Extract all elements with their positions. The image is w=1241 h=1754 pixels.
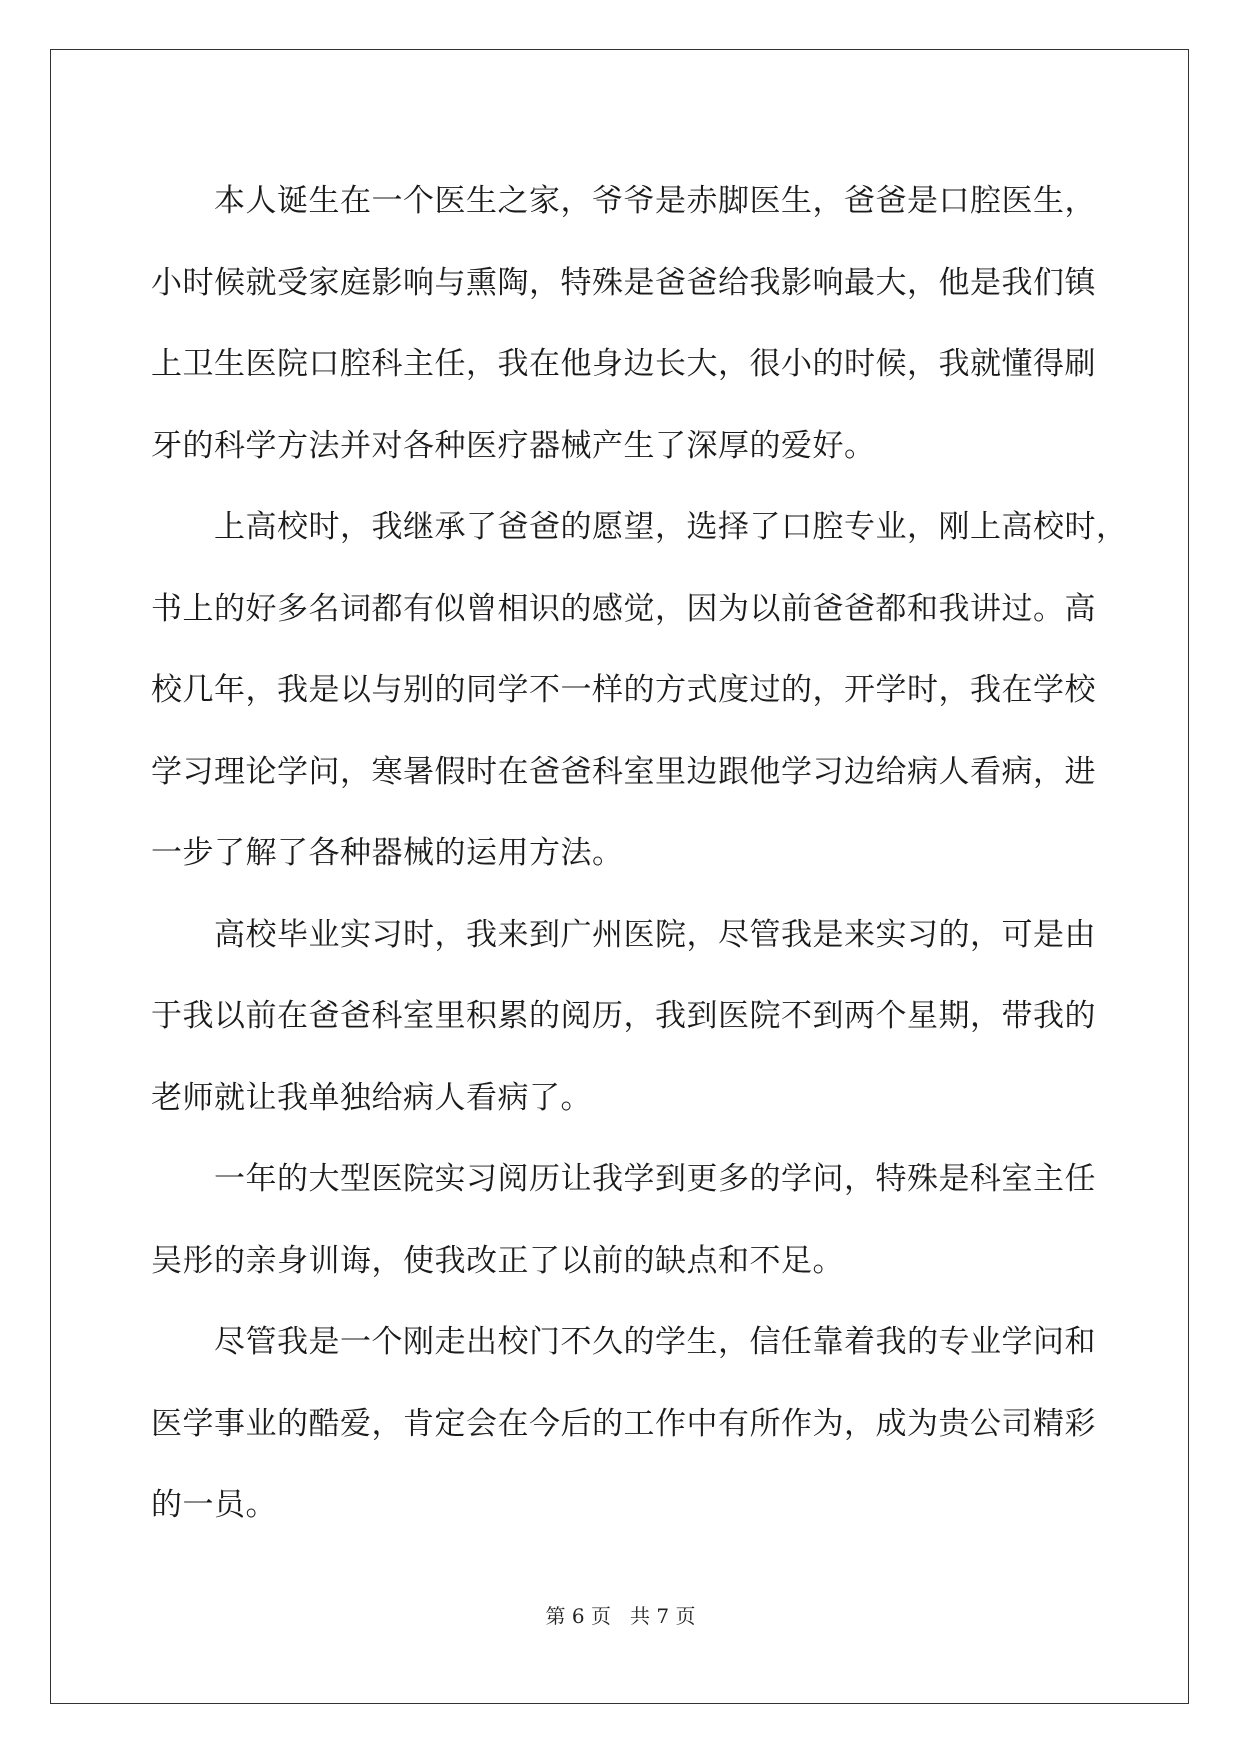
text-line: 吴彤的亲身训诲，使我改正了以前的缺点和不足。 [151,1242,844,1279]
text-line: 本人诞生在一个医生之家，爷爷是赤脚医生，爸爸是口腔医生， [214,183,1096,219]
text-line: 小时候就受家庭影响与熏陶，特殊是爸爸给我影响最大，他是我们镇 [151,264,1096,301]
text-line: 于我以前在爸爸科室里积累的阅历，我到医院不到两个星期，带我的 [151,998,1096,1034]
text-line: 的一员。 [151,1487,277,1523]
text-line: 一年的大型医院实习阅历让我学到更多的学问，特殊是科室主任 [214,1161,1096,1197]
document-body [151,161,1128,1547]
text-line: 高校毕业实习时，我来到广州医院，尽管我是来实习的，可是由 [214,916,1096,953]
text-line: 校几年，我是以与别的同学不一样的方式度过的，开学时，我在学校 [151,672,1096,708]
text-line: 一步了解了各种器械的运用方法。 [151,835,624,871]
text-line: 医学事业的酷爱，肯定会在今后的工作中有所作为，成为贵公司精彩 [151,1405,1096,1442]
text-line: 牙的科学方法并对各种医疗器械产生了深厚的爱好。 [151,427,876,464]
text-line: 书上的好多名词都有似曾相识的感觉，因为以前爸爸都和我讲过。高 [151,590,1096,627]
text-line: 上卫生医院口腔科主任，我在他身边长大，很小的时候，我就懂得刷 [151,346,1096,382]
text-line: 上高校时，我继承了爸爸的愿望，选择了口腔专业，刚上高校时， [214,509,1128,545]
page-number-footer: 第 6 页 共 7 页 [545,1604,696,1628]
text-line: 老师就让我单独给病人看病了。 [151,1079,592,1116]
text-line: 尽管我是一个刚走出校门不久的学生，信任靠着我的专业学问和 [214,1324,1096,1360]
text-line: 学习理论学问，寒暑假时在爸爸科室里边跟他学习边给病人看病，进 [151,753,1096,790]
